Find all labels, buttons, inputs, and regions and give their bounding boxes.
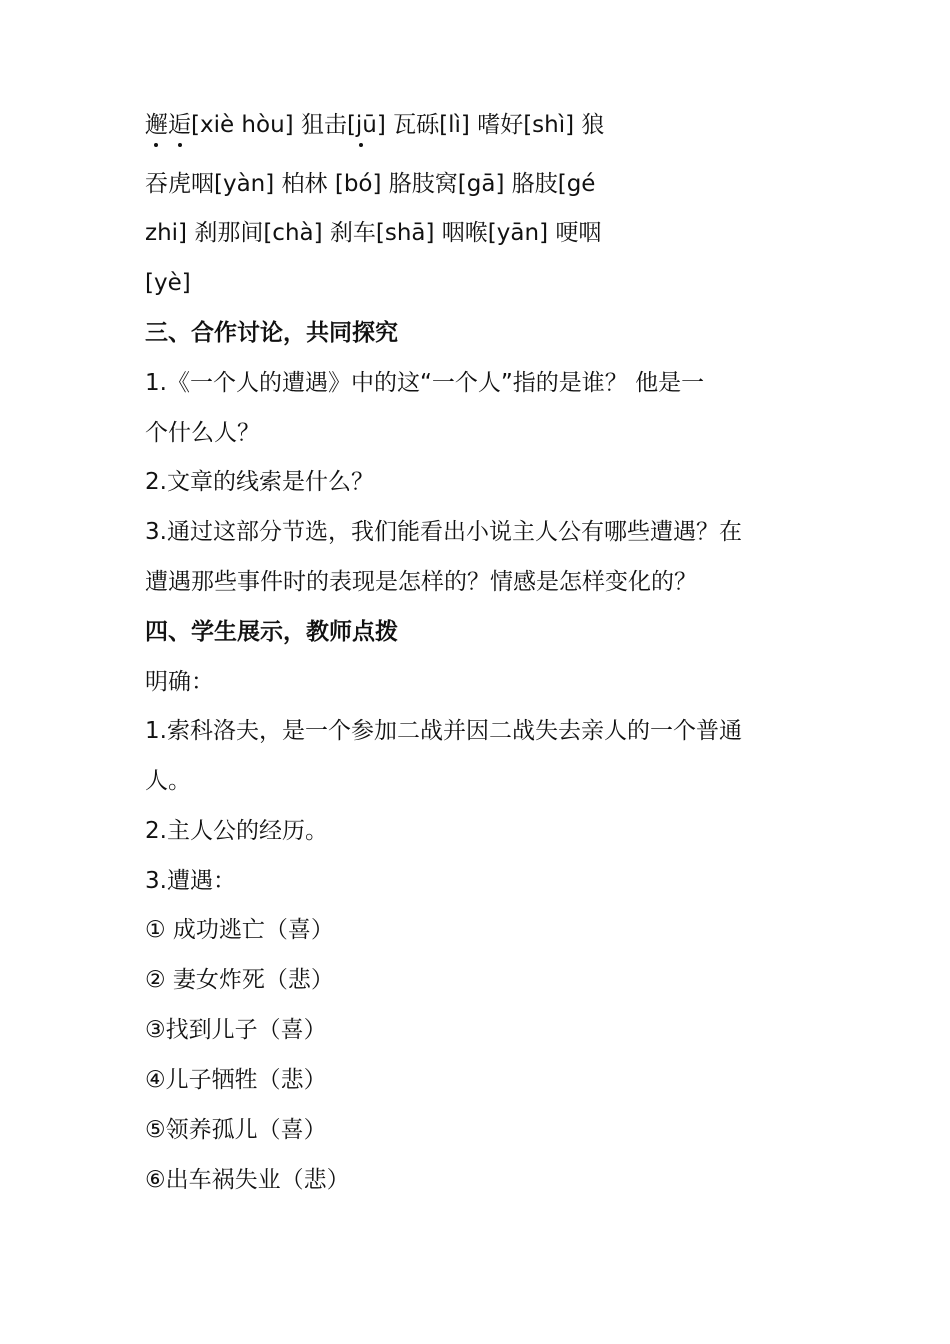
list-item: ② 妻女炸死（悲） [145,967,334,993]
pinyin-line-4: [yè] [145,270,191,296]
section-3-heading: 三、合作讨论，共同探究 [145,320,398,346]
list-item: ⑥出车祸失业（悲） [145,1167,350,1193]
section-4-line-3: 人。 [145,768,191,794]
list-item: ④儿子牺牲（悲） [145,1067,327,1093]
section-4-line-2: 1.索科洛夫，是一个参加二战并因二战失去亲人的一个普通 [145,718,742,744]
list-item: ③找到儿子（喜） [145,1017,327,1043]
section-4-line-5: 3.遭遇： [145,868,236,894]
pinyin-line-1: 邂逅[xiè hòu] 狙击[jū] 瓦砾[lì] 嗜好[shì] 狼 [145,112,605,138]
section-4-line-4: 2.主人公的经历。 [145,818,328,844]
section-3-line-1: 1.《一个人的遭遇》中的这“一个人”指的是谁？ 他是一 [145,370,705,396]
section-3-line-5: 遭遇那些事件时的表现是怎样的？情感是怎样变化的？ [145,569,697,595]
section-3-line-3: 2.文章的线索是什么？ [145,469,374,495]
section-3-line-2: 个什么人？ [145,420,260,446]
emphasis-dot [154,143,158,147]
emphasis-dot [359,143,363,147]
emphasis-dot [178,143,182,147]
list-item: ⑤领养孤儿（喜） [145,1117,327,1143]
section-4-line-1: 明确： [145,669,214,695]
section-4-heading: 四、学生展示，教师点拨 [145,619,398,645]
list-item: ① 成功逃亡（喜） [145,917,334,943]
pinyin-line-2: 吞虎咽[yàn] 柏林 [bó] 胳肢窝[gā] 胳肢[gé [145,171,596,197]
pinyin-line-3: zhi] 刹那间[chà] 刹车[shā] 咽喉[yān] 哽咽 [145,220,602,246]
section-3-line-4: 3.通过这部分节选，我们能看出小说主人公有哪些遭遇？在 [145,519,742,545]
